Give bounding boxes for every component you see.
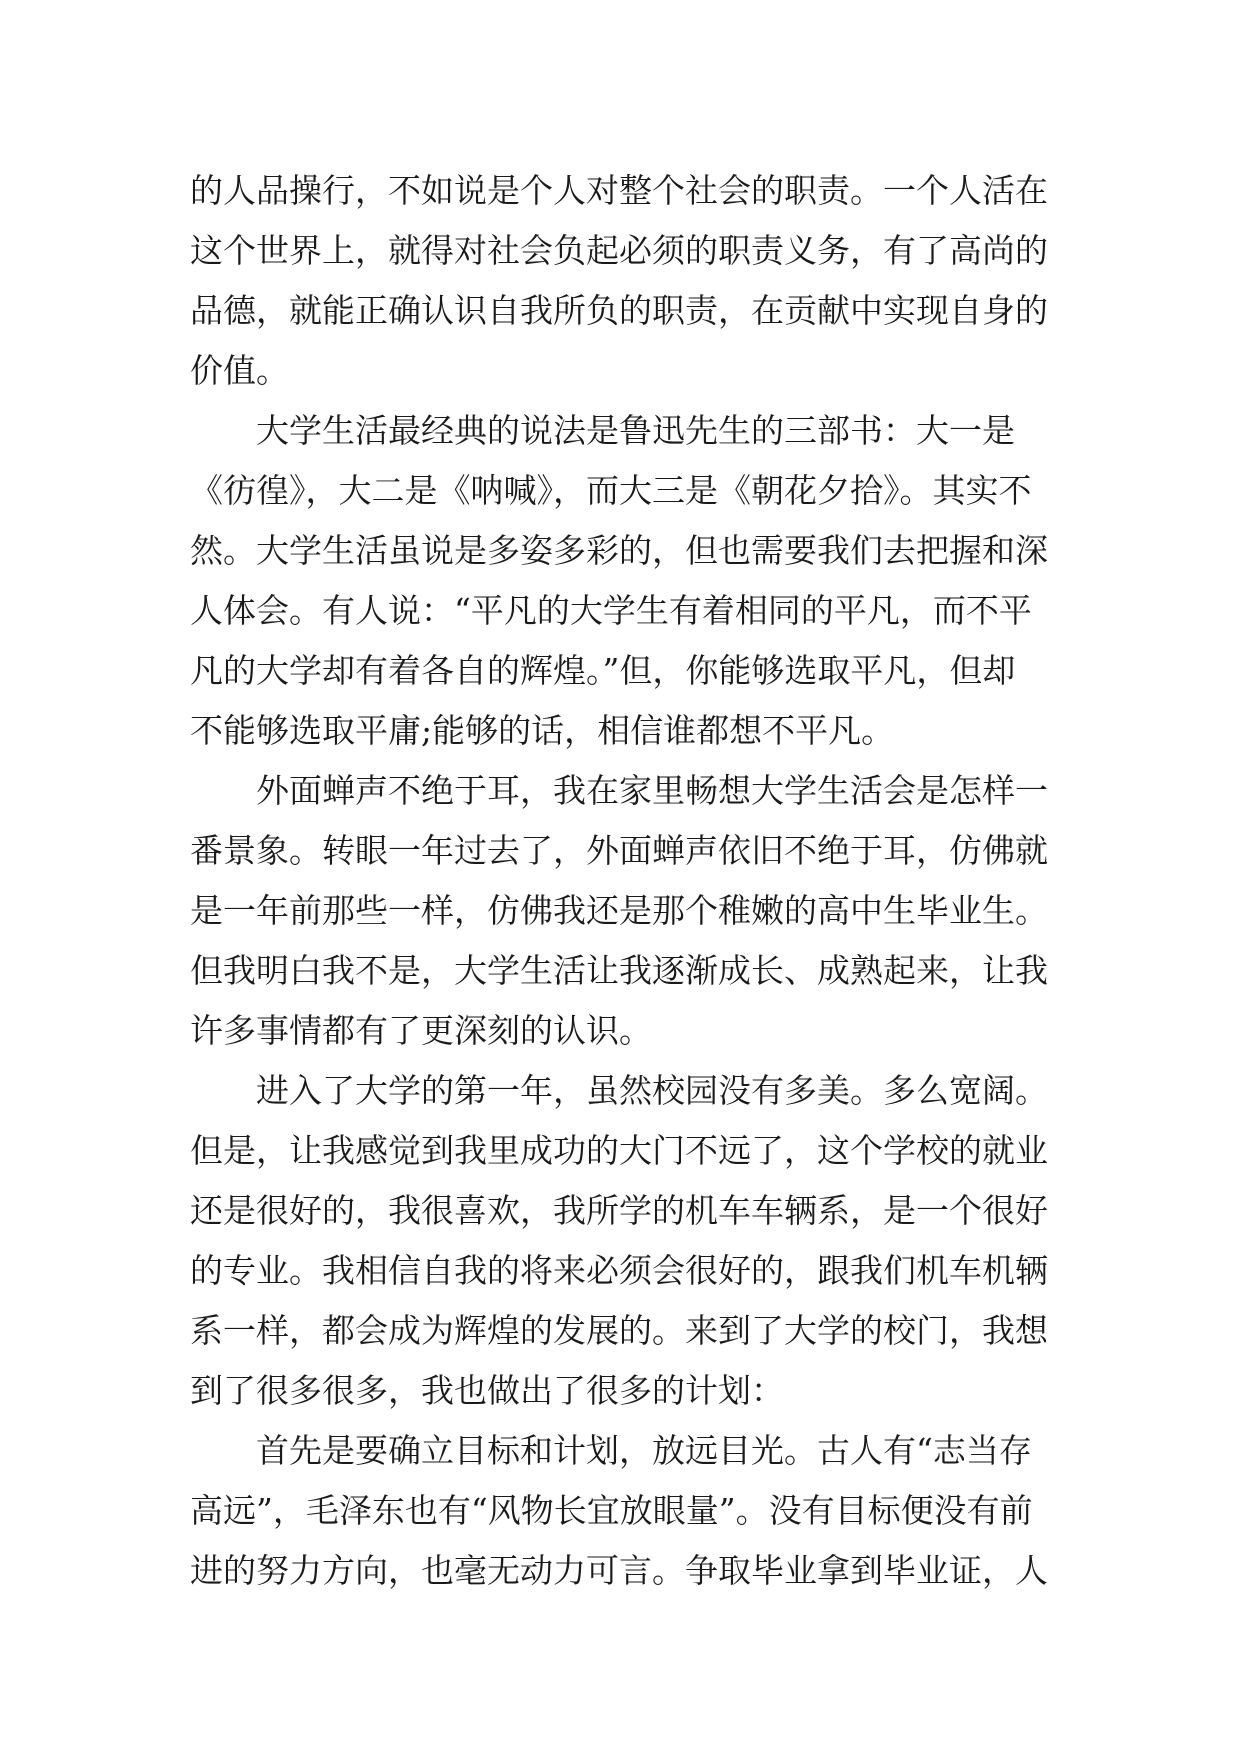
text-line-6: 《彷徨》，大二是《呐喊》，而大三是《朝花夕拾》。其实不 (190, 471, 1032, 510)
text-line-5: 大学生活最经典的说法是鲁迅先生的三部书：大一是 (256, 411, 1015, 450)
text-line-4: 价值。 (190, 351, 289, 390)
text-line-15: 许多事情都有了更深刻的认识。 (190, 1011, 652, 1050)
text-line-17: 但是，让我感觉到我里成功的大门不远了，这个学校的就业 (190, 1131, 1048, 1170)
text-line-11: 外面蝉声不绝于耳，我在家里畅想大学生活会是怎样一 (256, 771, 1048, 810)
text-line-9: 凡的大学却有着各自的辉煌。”但，你能够选取平凡，但却 (190, 651, 1016, 690)
text-line-2: 这个世界上，就得对社会负起必须的职责义务，有了高尚的 (190, 231, 1048, 270)
text-line-19: 的专业。我相信自我的将来必须会很好的，跟我们机车机辆 (190, 1251, 1048, 1290)
text-line-20: 系一样，都会成为辉煌的发展的。来到了大学的校门，我想 (190, 1311, 1048, 1350)
text-line-23: 高远”，毛泽东也有“风物长宜放眼量”。没有目标便没有前 (190, 1491, 1033, 1530)
text-line-7: 然。大学生活虽说是多姿多彩的，但也需要我们去把握和深 (190, 531, 1048, 570)
text-line-18: 还是很好的，我很喜欢，我所学的机车车辆系，是一个很好 (190, 1191, 1048, 1230)
text-line-10: 不能够选取平庸;能够的话，相信谁都想不平凡。 (190, 711, 895, 750)
body-text (190, 161, 1070, 1601)
text-line-3: 品德，就能正确认识自我所负的职责，在贡献中实现自身的 (190, 291, 1048, 330)
text-line-21: 到了很多很多，我也做出了很多的计划： (190, 1371, 784, 1410)
text-line-16: 进入了大学的第一年，虽然校园没有多美。多么宽阔。 (256, 1071, 1048, 1110)
text-line-13: 是一年前那些一样，仿佛我还是那个稚嫩的高中生毕业生。 (190, 891, 1048, 930)
text-line-1: 的人品操行，不如说是个人对整个社会的职责。一个人活在 (190, 171, 1048, 210)
text-line-12: 番景象。转眼一年过去了，外面蝉声依旧不绝于耳，仿佛就 (190, 831, 1048, 870)
text-line-8: 人体会。有人说：“平凡的大学生有着相同的平凡，而不平 (190, 591, 1032, 630)
text-line-14: 但我明白我不是，大学生活让我逐渐成长、成熟起来，让我 (190, 951, 1048, 990)
text-line-22: 首先是要确立目标和计划，放远目光。古人有“志当存 (256, 1431, 1032, 1470)
text-line-24: 进的努力方向，也毫无动力可言。争取毕业拿到毕业证，人 (190, 1551, 1048, 1590)
